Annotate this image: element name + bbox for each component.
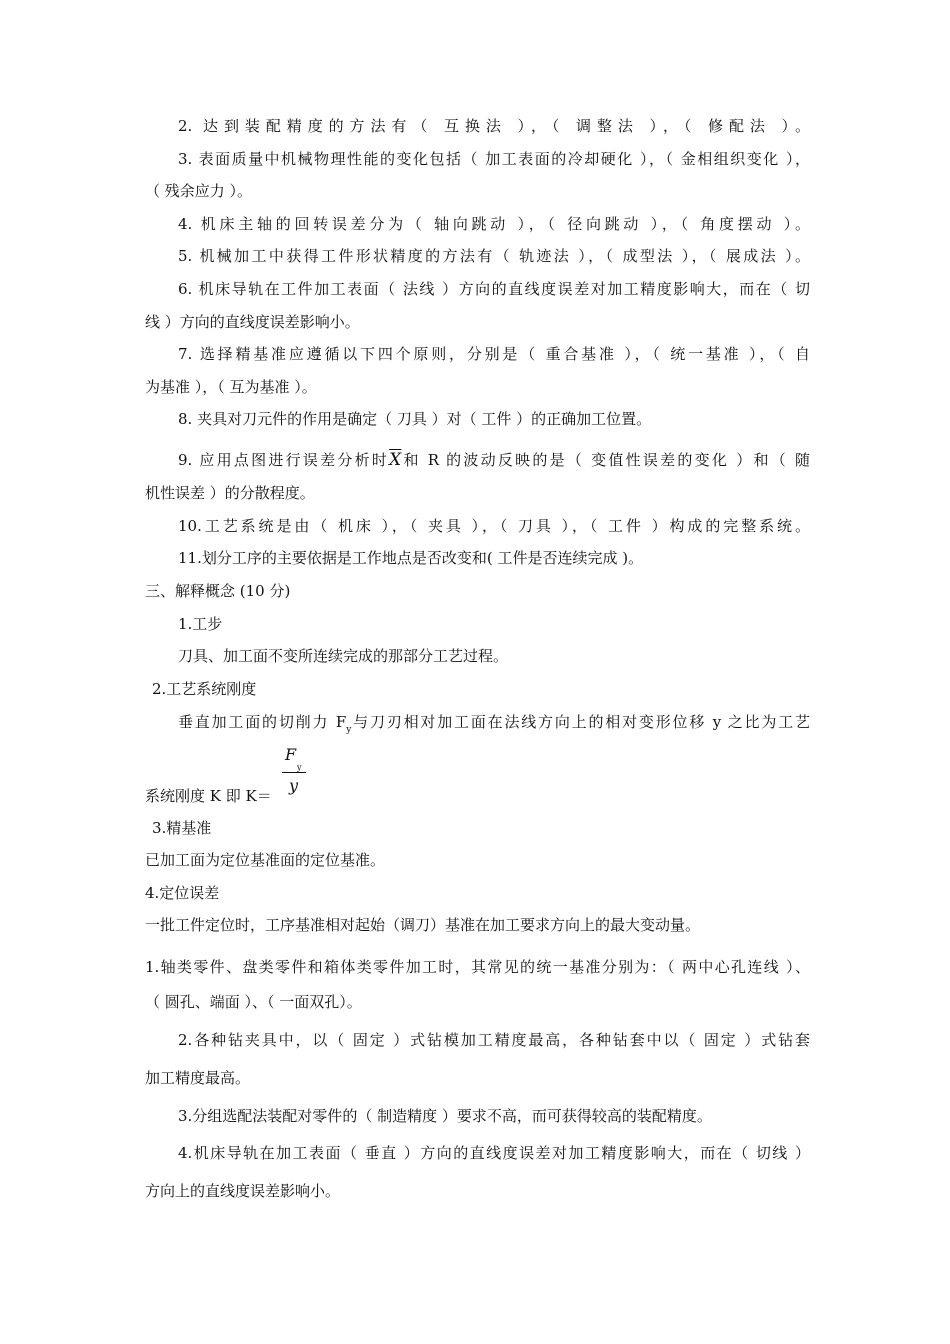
question-6-line-2: 线 ）方向的直线度误差影响小。 (145, 313, 360, 331)
question-2: 2. 达到装配精度的方法有（ 互换法 ），（ 调整法 ），（ 修配法 ）。 (178, 117, 810, 135)
question-5: 5. 机械加工中获得工件形状精度的方法有（ 轨迹法 ），（ 成型法 ），（ 展成法 ）。 (178, 247, 810, 265)
fraction-bar (282, 772, 306, 773)
concept-3-body: 已加工面为定位基准面的定位基准。 (145, 851, 386, 869)
question-6-line-1: 6. 机床导轨在工件加工表面（ 法线 ）方向的直线度误差对加工精度影响大，而在（ 切 (178, 280, 810, 298)
question-8: 8. 夹具对刀元件的作用是确定（ 刀具 ）对（ 工件 ）的正确加工位置。 (178, 410, 652, 428)
question-9-line-1 (178, 450, 810, 470)
concept-4-body: 一批工件定位时，工序基准相对起始（调刀）基准在加工要求方向上的最大变动量。 (145, 916, 701, 934)
force-subscript: y (346, 725, 352, 735)
concept-3-title: 3.精基准 (152, 819, 212, 837)
more-question-2-line-1: 2.各种钻夹具中，以（ 固定 ）式钻模加工精度最高，各种钻套中以（ 固定 ）式钻套 (178, 1031, 810, 1049)
more-question-1-line-2: （ 圆孔、端面 ）、（ 一面双孔）。 (145, 993, 362, 1011)
concept-2-title: 2.工艺系统刚度 (152, 680, 257, 698)
more-question-2-line-2: 加工精度最高。 (145, 1069, 251, 1087)
concept-2-body-line-2: 系统刚度 K 即 K＝ (145, 787, 272, 805)
concept-2-body-line-1 (178, 712, 810, 740)
question-11: 11.划分工序的主要依据是工作地点是否改变和( 工件是否连续完成 )。 (178, 549, 644, 567)
concept-4-title: 4.定位误差 (145, 884, 220, 902)
question-3-line-1: 3. 表面质量中机械物理性能的变化包括（ 加工表面的冷却硬化 ），（ 金相组织变化 ）， (178, 150, 810, 168)
more-question-4-line-1: 4.机床导轨在加工表面（ 垂直 ）方向的直线度误差对加工精度影响大，而在（ 切线 ） (178, 1144, 810, 1162)
question-7-line-2: 为基准 ），（ 互为基准 ）。 (145, 378, 317, 396)
question-7-line-1: 7. 选择精基准应遵循以下四个原则，分别是（ 重合基准 ），（ 统一基准 ），（ 自 (178, 345, 810, 363)
concept-2-body-a: 垂直加工面的切削力 F (178, 713, 347, 731)
x-bar-symbol: $\overline{X}$ (389, 450, 402, 470)
question-9-prefix: 9. 应用点图进行误差分析时 (178, 451, 390, 469)
section-3-heading: 三、解释概念 (10 分) (145, 582, 291, 600)
question-9-line-2: 机性误差 ）的分散程度。 (145, 484, 315, 502)
question-3-line-2: （ 残余应力 ）。 (145, 182, 253, 200)
stiffness-fraction (282, 745, 308, 801)
question-4: 4. 机床主轴的回转误差分为（ 轴向跳动 ），（ 径向跳动 ），（ 角度摆动 ）。 (178, 215, 810, 233)
more-question-3: 3.分组选配法装配对零件的（ 制造精度 ）要求不高，而可获得较高的装配精度。 (178, 1107, 712, 1125)
concept-2-body-b: 与刀刃相对加工面在法线方向上的相对变形位移 y 之比为工艺 (351, 713, 810, 731)
fraction-denominator: y (289, 776, 299, 795)
fraction-numerator-subscript: y (297, 763, 302, 772)
more-question-4-line-2: 方向上的直线度误差影响小。 (145, 1182, 341, 1200)
question-9-suffix: 和 R 的波动反映的是（ 变值性误差的变化 ）和（ 随 (401, 451, 810, 469)
fraction-numerator: F (285, 745, 297, 764)
more-question-1-line-1: 1.轴类零件、盘类零件和箱体类零件加工时，其常见的统一基准分别为：（ 两中心孔连线 ）、 (145, 958, 810, 976)
concept-1-body: 刀具、加工面不变所连续完成的那部分工艺过程。 (178, 647, 509, 665)
concept-1-title: 1.工步 (178, 615, 223, 633)
question-10: 10.工艺系统是由（ 机床 ），（ 夹具 ），（ 刀具 ），（ 工件 ）构成的完整系统。 (178, 517, 810, 535)
